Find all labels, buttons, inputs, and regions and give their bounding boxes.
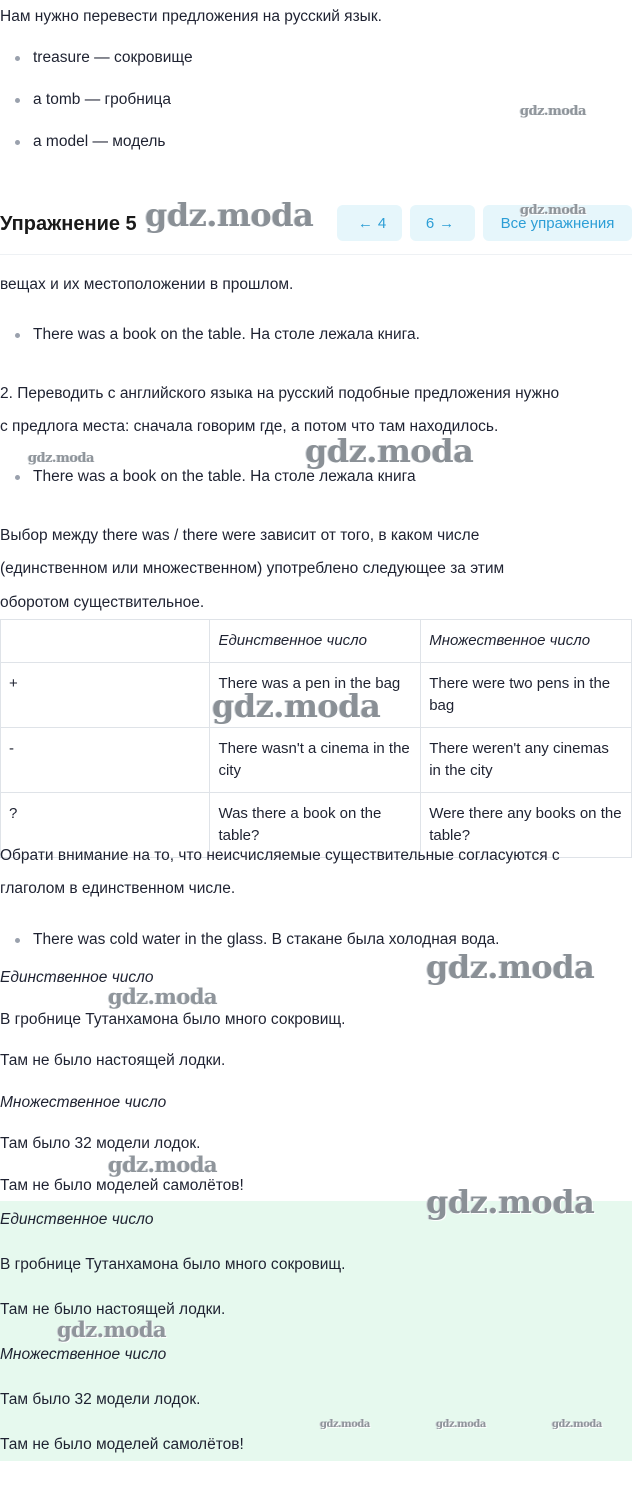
table-cell: Was there a book on the table? xyxy=(210,793,421,858)
table-header-cell: Единственное число xyxy=(210,620,421,663)
page-title: Упражнение 5 xyxy=(0,213,137,235)
bullet-icon xyxy=(15,475,20,480)
list-item: a model — модель xyxy=(15,132,165,152)
table-header-row xyxy=(1,620,632,663)
bullet-icon xyxy=(15,938,20,943)
watermark: gdz.moda xyxy=(320,1419,370,1430)
grammar-table xyxy=(0,619,632,858)
watermark: gdz.moda xyxy=(305,432,474,470)
arrow-right-icon: → xyxy=(439,214,455,232)
bullet-icon xyxy=(15,140,20,145)
theory-text: Обрати внимание на то, что неисчисляемые существительные согласуются с xyxy=(0,847,560,864)
list-item: There was cold water in the glass. В стакане была холодная вода. xyxy=(15,930,499,950)
prev-exercise-button[interactable]: ← 4 xyxy=(337,205,402,241)
answer-text: В гробнице Тутанхамона было много сокровищ. xyxy=(0,1256,346,1273)
watermark: gdz.moda xyxy=(108,1152,218,1177)
theory-text: вещах и их местоположении в прошлом. xyxy=(0,276,294,293)
list-item: There was a book on the table. На столе лежала книга. xyxy=(15,325,420,345)
section-heading: Множественное число xyxy=(0,1094,167,1111)
all-exercises-button[interactable]: Все упражнения xyxy=(483,205,632,241)
theory-text: Выбор между there was / there were зависит от того, в каком числе xyxy=(0,527,480,544)
table-cell: ? xyxy=(1,793,210,858)
watermark: gdz.moda xyxy=(426,1183,595,1221)
list-item: a tomb — гробница xyxy=(15,90,171,110)
solution-text: Там было 32 модели лодок. xyxy=(0,1135,201,1152)
solution-text: В гробнице Тутанхамона было много сокровищ. xyxy=(0,1011,346,1028)
list-item: There was a book on the table. На столе лежала книга xyxy=(15,467,416,487)
table-cell: There wasn't a cinema in the city xyxy=(210,728,421,793)
watermark: gdz.moda xyxy=(145,196,314,234)
table-cell: + xyxy=(1,663,210,728)
section-heading: Единственное число xyxy=(0,1211,154,1228)
bullet-icon xyxy=(15,56,20,61)
intro-text: Нам нужно перевести предложения на русский язык. xyxy=(0,8,382,25)
watermark: gdz.moda xyxy=(520,203,587,218)
table-cell: There were two pens in the bag xyxy=(421,663,632,728)
theory-text: глаголом в единственном числе. xyxy=(0,880,236,897)
theory-text: (единственном или множественном) употреблено следующее за этим xyxy=(0,560,505,577)
section-heading: Множественное число xyxy=(0,1346,167,1363)
watermark: gdz.moda xyxy=(520,104,587,119)
watermark: gdz.moda xyxy=(28,451,95,466)
theory-text: оборотом существительное. xyxy=(0,594,205,611)
bullet-icon xyxy=(15,98,20,103)
table-header-cell: Множественное число xyxy=(421,620,632,663)
section-heading: Единственное число xyxy=(0,969,154,986)
theory-text: 2. Переводить с английского языка на русский подобные предложения нужно xyxy=(0,385,560,402)
watermark: gdz.moda xyxy=(57,1317,167,1342)
answer-text: Там было 32 модели лодок. xyxy=(0,1391,201,1408)
table-cell: - xyxy=(1,728,210,793)
solution-text: Там не было моделей самолётов! xyxy=(0,1177,244,1194)
list-item: treasure — сокровище xyxy=(15,48,193,68)
watermark: gdz.moda xyxy=(212,687,381,725)
watermark: gdz.moda xyxy=(426,948,595,986)
table-row xyxy=(1,728,632,793)
answer-text: Там не было настоящей лодки. xyxy=(0,1301,226,1318)
watermark: gdz.moda xyxy=(108,984,218,1009)
answer-text: Там не было моделей самолётов! xyxy=(0,1436,244,1453)
bullet-icon xyxy=(15,333,20,338)
theory-text: с предлога места: сначала говорим где, а потом что там находилось. xyxy=(0,418,499,435)
table-cell: Were there any books on the table? xyxy=(421,793,632,858)
watermark: gdz.moda xyxy=(436,1419,486,1430)
arrow-left-icon: ← xyxy=(357,214,373,232)
solution-text: Там не было настоящей лодки. xyxy=(0,1052,226,1069)
watermark: gdz.moda xyxy=(552,1419,602,1430)
table-cell: There was a pen in the bag xyxy=(210,663,421,728)
table-header-cell xyxy=(1,620,210,663)
table-cell: There weren't any cinemas in the city xyxy=(421,728,632,793)
next-exercise-button[interactable]: 6 → xyxy=(410,205,475,241)
